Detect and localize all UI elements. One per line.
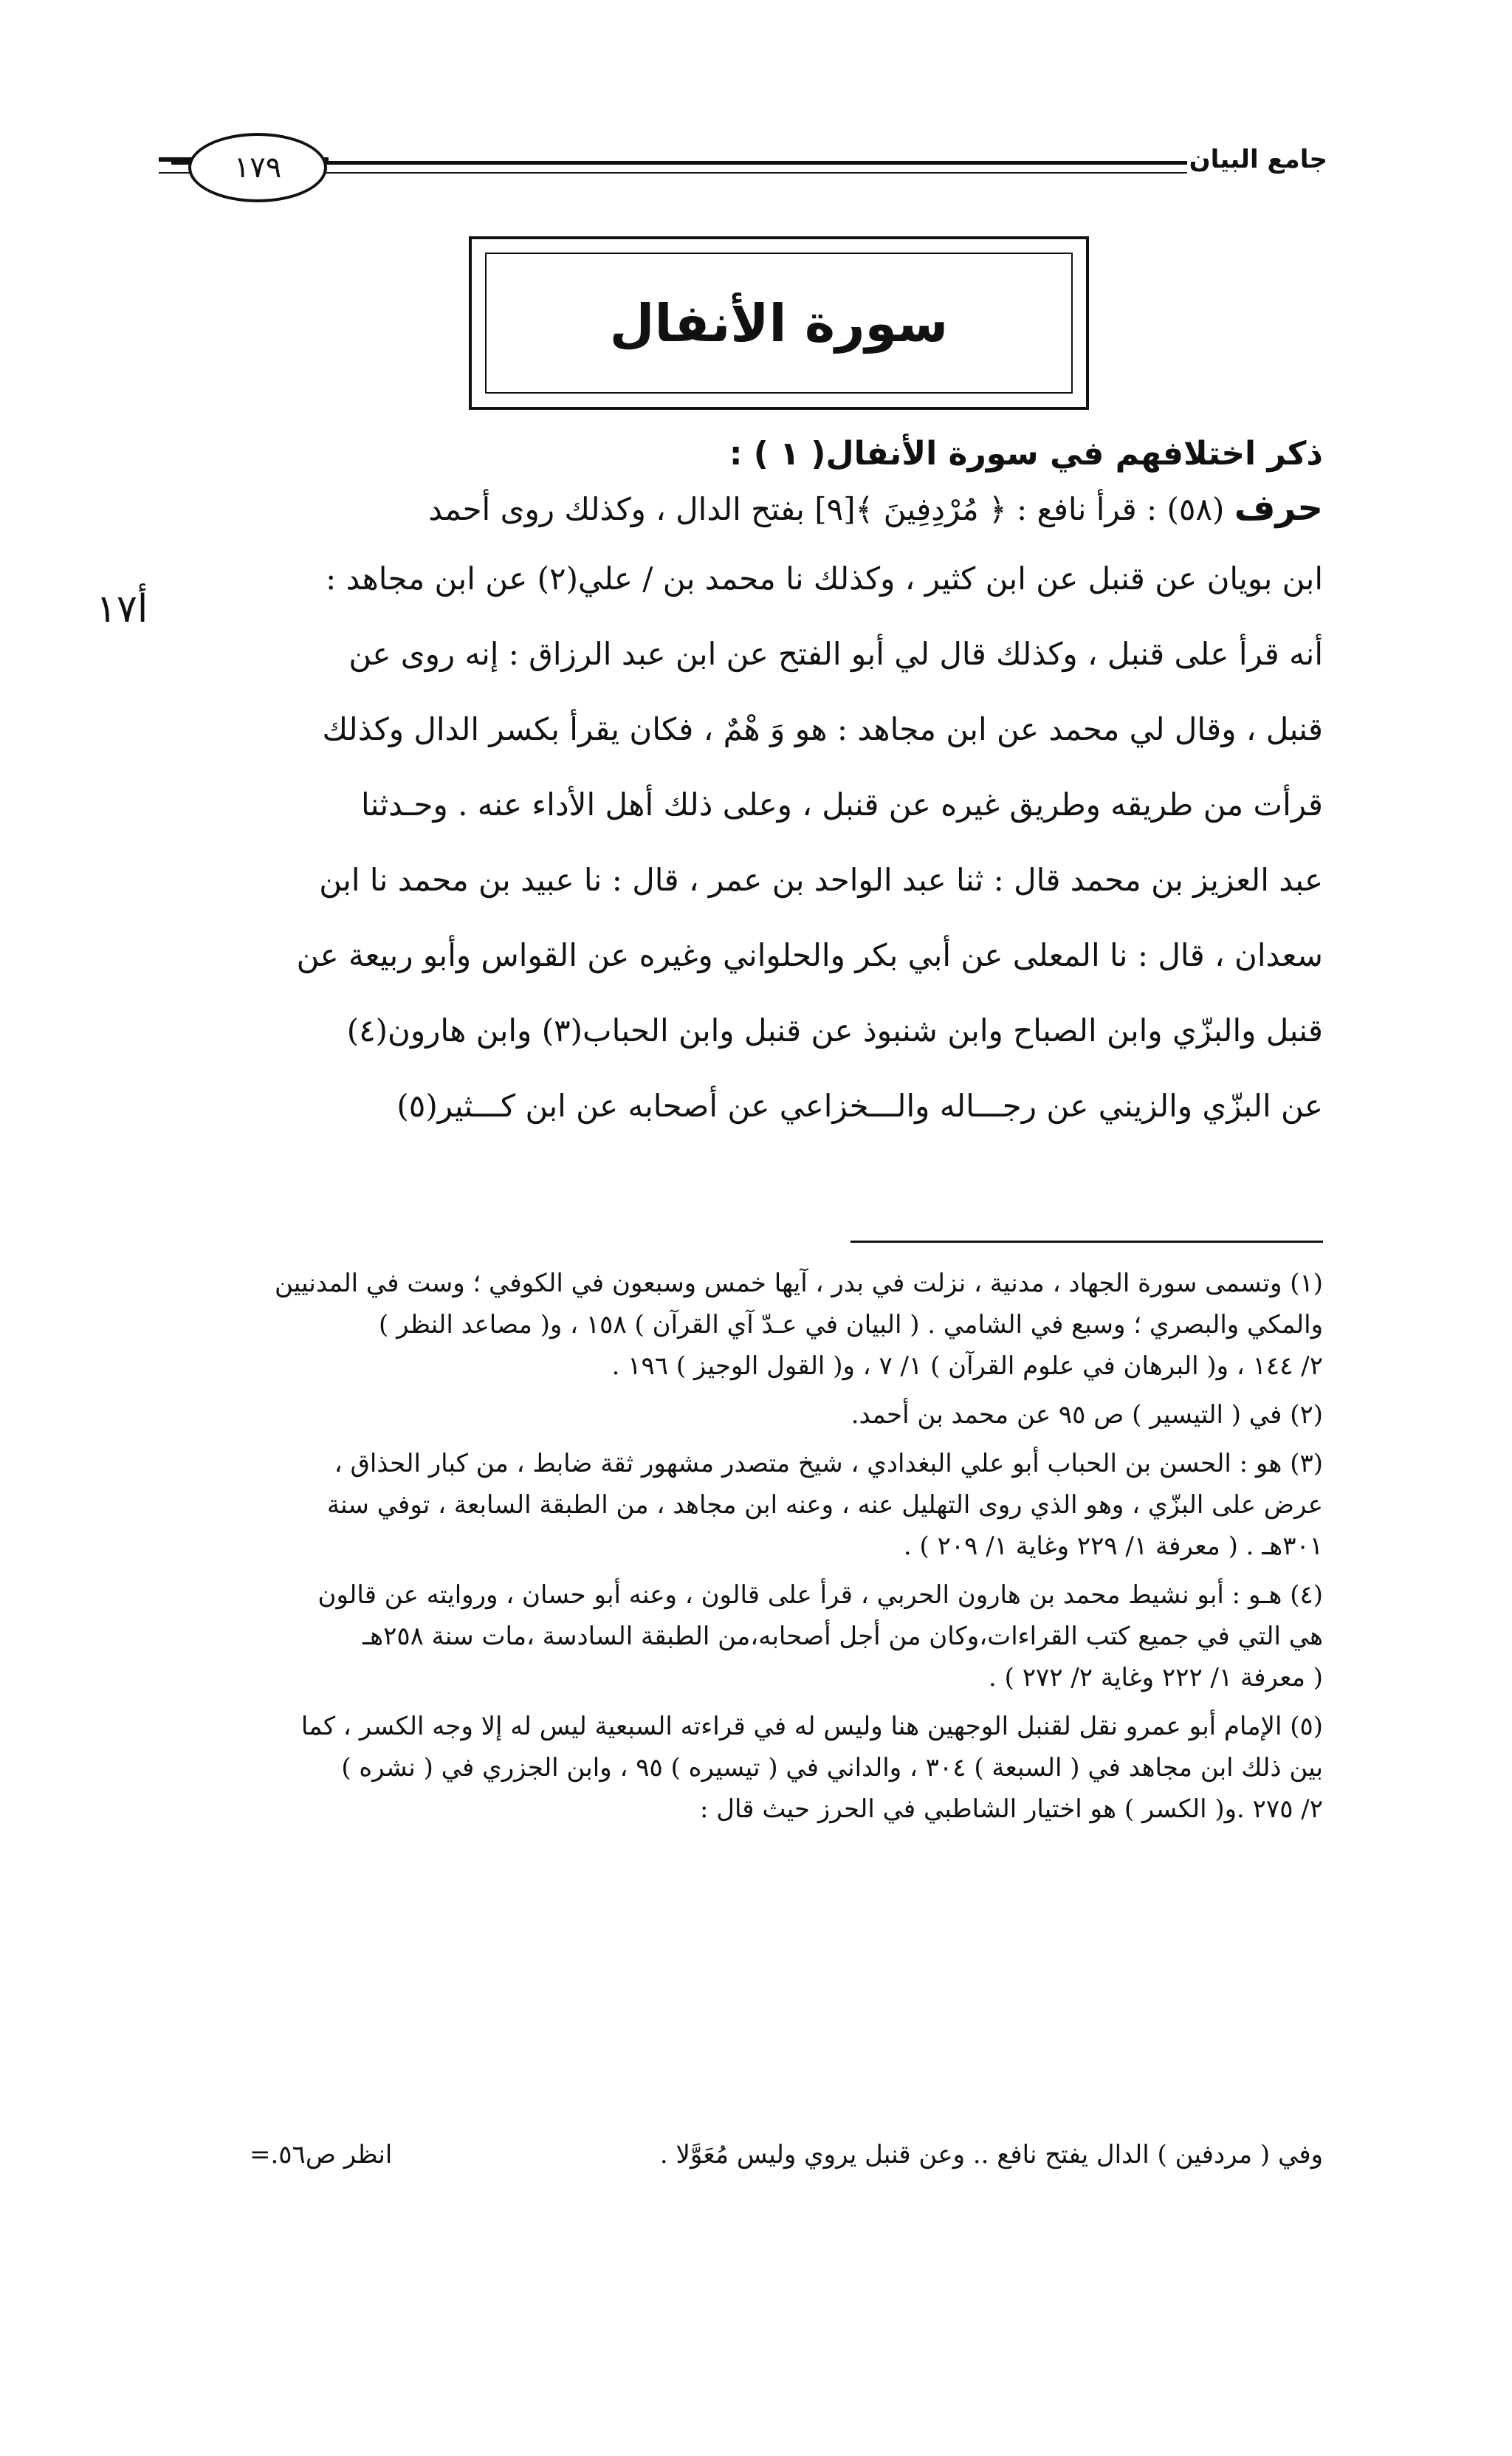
body-line: أنه قرأ على قنبل ، وكذلك قال لي أبو الفتح عن ابن عبد الرزاق : إنه روى عن [348, 636, 1323, 672]
body-line: ابن بويان عن قنبل عن ابن كثير ، وكذلك نا محمد بن / علي(٢) عن ابن مجاهد : [326, 560, 1323, 597]
header-brand: جامع البيان [1189, 145, 1327, 174]
footnote-line: ٢/ ١٤٤ ، و( البرهان في علوم القرآن ) ١/ ٧ ، و( القول الوجيز ) ١٩٦ . [611, 1351, 1323, 1381]
footnote-line: والمكي والبصري ؛ وسبع في الشامي . ( البيان في عـدّ آي القرآن ) ١٥٨ ، و( مصاعد النظر ) [379, 1310, 1323, 1340]
body-line: قرأت من طريقه وطريق غيره عن قنبل ، وعلى ذلك أهل الأداء عنه . وحـدثنا [360, 786, 1323, 823]
harf-label: حرف [1234, 487, 1323, 529]
page-number: ١٧٩ [188, 133, 327, 202]
body-line: عن البزّي والزيني عن رجـــاله والـــخزاعي عن أصحابه عن ابن كـــثير(٥) [396, 1088, 1323, 1124]
section-heading: ذكر اختلافهم في سورة الأنفال( ١ ) : [729, 435, 1323, 473]
footnote-line: ( معرفة ١/ ٢٢٢ وغاية ٢/ ٢٧٢ ) . [989, 1663, 1323, 1692]
footnote-line: (٥) الإمام أبو عمرو نقل لقنبل الوجهين هنا وليس له في قراءته السبعية ليس له إلا وجه الكسر ، كما [300, 1712, 1323, 1741]
footnote-line: (٤) هـو : أبو نشيط محمد بن هارون الحربي ، قرأ على قالون ، وعنه أبو حسان ، وروايته عن قالون [317, 1580, 1323, 1610]
surah-title: سورة الأنفال [609, 292, 949, 354]
footnote-line: ٣٠١هـ . ( معرفة ١/ ٢٢٩ وغاية ١/ ٢٠٩ ) . [903, 1531, 1323, 1561]
body-line: قنبل ، وقال لي محمد عن ابن مجاهد : هو وَ هْمٌ ، فكان يقرأ بكسر الدال وكذلك [322, 711, 1323, 747]
footnotes [168, 1255, 1323, 1830]
footnote-line: (١) وتسمى سورة الجهاد ، مدنية ، نزلت في بدر ، آيها خمس وسبعون في الكوفي ؛ وست في المدنيين [274, 1269, 1323, 1298]
shatibi-verse: وفي ( مردفين ) الدال يفتح نافع .. وعن قنبل يروي وليس مُعَوَّلا . [659, 2140, 1323, 2169]
footnote-line: (٣) هو : الحسن بن الحباب أبو علي البغدادي ، شيخ متصدر مشهور ثقة ضابط ، من كبار الحذاق ، [334, 1449, 1323, 1478]
footnote-separator [850, 1241, 1323, 1243]
cross-reference: انظر ص٥٦.= [250, 2140, 393, 2169]
body-line: عبد العزيز بن محمد قال : ثنا عبد الواحد بن عمر ، قال : نا عبيد بن محمد نا ابن [319, 862, 1323, 898]
body-line [164, 476, 1323, 541]
footnote-line: ٢/ ٢٧٥ .و( الكسر ) هو اختيار الشاطبي في الحرز حيث قال : [699, 1794, 1323, 1824]
footnote-line: عرض على البزّي ، وهو الذي روى التهليل عنه ، وعنه ابن مجاهد ، من الطبقة السابعة ، توفي سنة [326, 1490, 1323, 1520]
body-line: قنبل والبزّي وابن الصباح وابن شنبوذ عن قنبل وابن الحباب(٣) وابن هارون(٤) [346, 1012, 1323, 1049]
body-line: سعدان ، قال : نا المعلى عن أبي بكر والحلواني وغيره عن القواس وأبو ربيعة عن [296, 937, 1323, 973]
main-text [164, 432, 1323, 1144]
body-line-text: (٥٨) : قرأ نافع : ﴿ مُرْدِفِينَ ﴾[٩] بفتح الدال ، وكذلك روى أحمد [428, 491, 1225, 527]
manuscript-folio-note: أ١٧ [96, 587, 148, 631]
footnote-line: بين ذلك ابن مجاهد في ( السبعة ) ٣٠٤ ، والداني في ( تيسيره ) ٩٥ ، وابن الجزري في ( نشره ) [341, 1753, 1323, 1783]
title-frame [469, 236, 1089, 410]
title-frame-inner [485, 253, 1073, 394]
footnote-line: هي التي في جميع كتب القراءات،وكان من أجل أصحابه،من الطبقة السادسة ،مات سنة ٢٥٨هـ [362, 1622, 1323, 1651]
footnote-line: (٢) في ( التيسير ) ص ٩٥ عن محمد بن أحمد. [850, 1400, 1323, 1430]
